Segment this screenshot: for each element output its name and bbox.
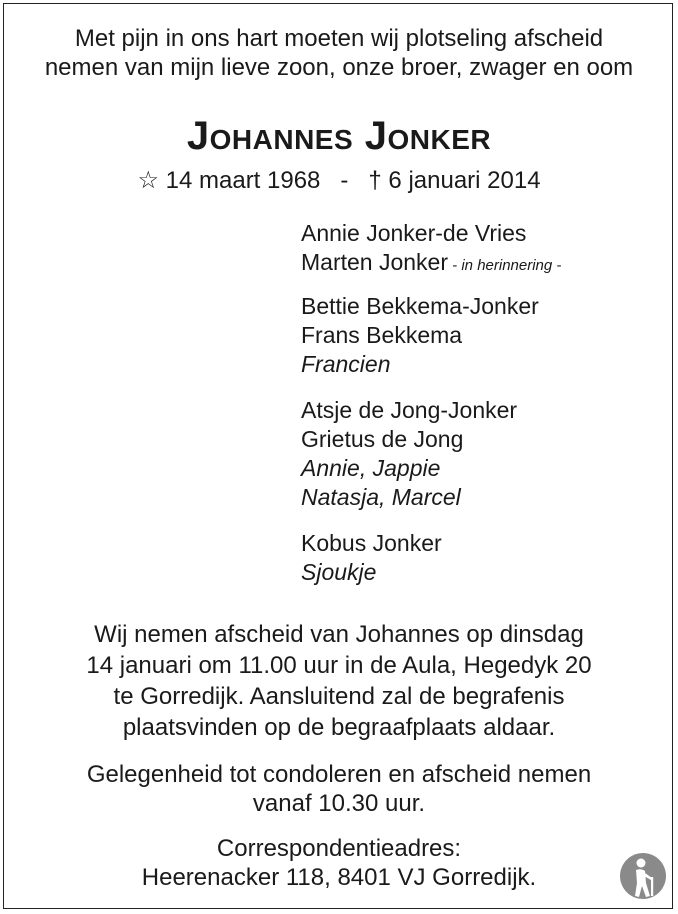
family-member-partner: Sjoukje bbox=[301, 559, 377, 585]
family-group bbox=[301, 219, 561, 280]
family-member: Annie Jonker-de Vries bbox=[301, 220, 527, 246]
intro-text bbox=[0, 24, 678, 82]
family-group bbox=[301, 292, 539, 379]
family-member: Bettie Bekkema-Jonker bbox=[301, 293, 539, 319]
correspondence-label: Correspondentieadres: bbox=[216, 835, 462, 862]
condolence-details bbox=[0, 760, 678, 818]
correspondence-address bbox=[0, 834, 678, 892]
intro-line: nemen van mijn lieve zoon, onze broer, zwager en oom bbox=[44, 54, 634, 81]
service-line: Wij nemen afscheid van Johannes op dinsdag bbox=[94, 621, 584, 648]
family-member: Grietus de Jong bbox=[301, 426, 464, 452]
family-member: Atsje de Jong-Jonker bbox=[301, 397, 518, 423]
family-member-name: Marten Jonker bbox=[301, 249, 449, 275]
condolence-line: vanaf 10.30 uur. bbox=[252, 790, 426, 817]
family-group bbox=[301, 529, 442, 587]
family-member-child: Natasja, Marcel bbox=[301, 484, 461, 510]
family-member: Kobus Jonker bbox=[301, 530, 442, 556]
service-line: te Gorredijk. Aansluitend zal de begrafenis bbox=[113, 683, 565, 710]
family-member: Frans Bekkema bbox=[301, 322, 463, 348]
condolence-line: Gelegenheid tot condoleren en afscheid nemen bbox=[86, 761, 592, 788]
service-line: 14 januari om 11.00 uur in de Aula, Hegedyk 20 bbox=[86, 652, 592, 679]
in-memoriam-note: - in herinnering - bbox=[448, 257, 562, 274]
correspondence-address-line: Heerenacker 118, 8401 VJ Gorredijk. bbox=[141, 864, 537, 891]
service-details bbox=[0, 619, 678, 743]
family-member-child: Annie, Jappie bbox=[301, 455, 441, 481]
family-member-child: Francien bbox=[301, 351, 391, 377]
family-member bbox=[301, 248, 561, 280]
memorial-logo-icon bbox=[619, 852, 667, 900]
birth-death-dates: ☆ 14 maart 1968 - † 6 januari 2014 bbox=[137, 167, 541, 194]
family-group bbox=[301, 396, 517, 512]
intro-line: Met pijn in ons hart moeten wij plotseling afscheid bbox=[74, 25, 604, 52]
service-line: plaatsvinden op de begraafplaats aldaar. bbox=[122, 714, 556, 741]
deceased-name: Johannes Jonker bbox=[186, 114, 492, 158]
